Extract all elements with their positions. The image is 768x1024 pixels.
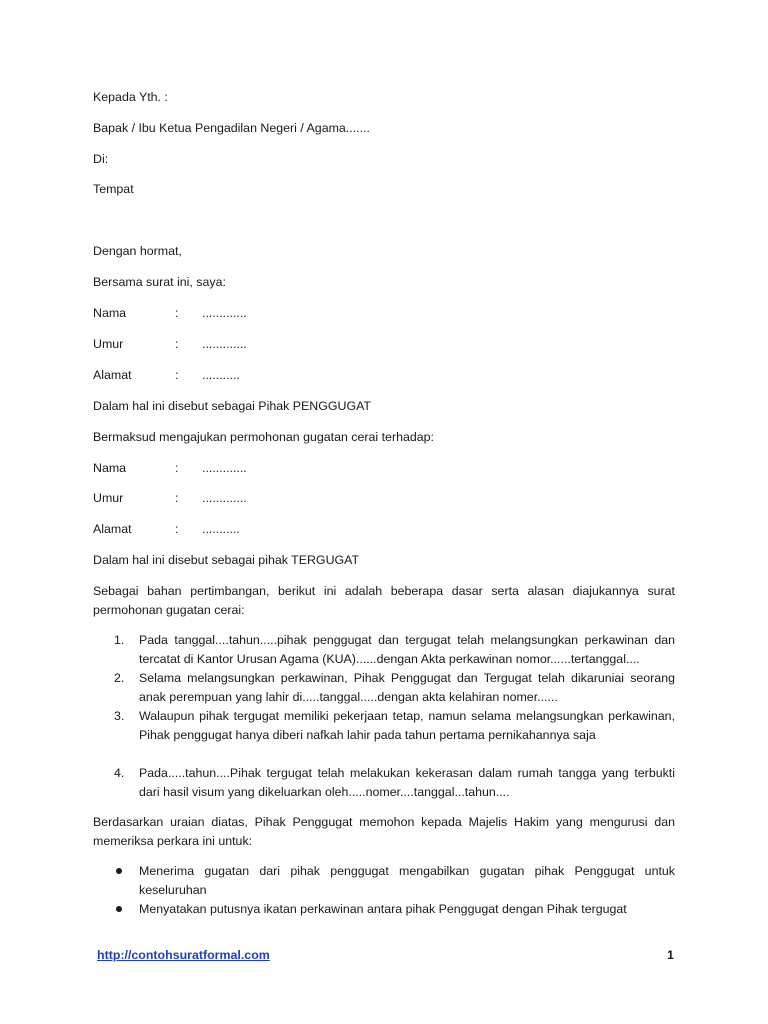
bullet-icon <box>116 868 122 874</box>
bullet-item: Menyatakan putusnya ikatan perkawinan antara pihak Penggugat dengan Pihak tergugat <box>139 902 627 916</box>
list-item: Pada tanggal....tahun.....pihak penggugat dan tergugat telah melangsungkan perkawinan dan tercatat di Kantor Urusan Agama (KUA)......dengan Akta perkawinan nomor......tertanggal.... <box>139 633 675 666</box>
request-intro: Berdasarkan uraian diatas, Pihak Penggugat memohon kepada Majelis Hakim yang mengurusi dan memeriksa perkara ini untuk: <box>93 815 675 848</box>
recipient-line: Bapak / Ibu Ketua Pengadilan Negeri / Agama....... <box>93 121 370 135</box>
field-label: Umur <box>93 337 124 351</box>
field-label: Alamat <box>93 368 132 382</box>
bullet-item: Menerima gugatan dari pihak penggugat mengabilkan gugatan pihak Penggugat untuk keseluruhan <box>139 864 675 897</box>
field-value: ............. <box>202 306 247 320</box>
field-label: Nama <box>93 461 127 475</box>
footer-link[interactable]: http://contohsuratformal.com <box>97 948 270 962</box>
field-value: ........... <box>202 522 240 536</box>
list-item: Walaupun pihak tergugat memiliki pekerjaan tetap, namun selama melangsungkan perkawinan, Pihak penggugat hanya diberi nafkah lahir pada tahun pertama pernikahannya saja <box>139 709 675 742</box>
list-item: Pada.....tahun....Pihak tergugat telah melakukan kekerasan dalam rumah tangga yang terbukti dari hasil visum yang dikeluarkan oleh.....nomer....tanggal...tahun.... <box>139 766 675 799</box>
intent-line: Bermaksud mengajukan permohonan gugatan cerai terhadap: <box>93 430 434 444</box>
field-colon: : <box>175 522 179 536</box>
field-label: Umur <box>93 491 124 505</box>
list-number: 1. <box>114 633 125 647</box>
list-number: 3. <box>114 709 125 723</box>
field-value: ............. <box>202 337 247 351</box>
greeting: Dengan hormat, <box>93 244 182 258</box>
at-line: Di: <box>93 152 109 166</box>
field-colon: : <box>175 368 179 382</box>
field-value: ........... <box>202 368 240 382</box>
list-number: 2. <box>114 671 125 685</box>
bullet-icon <box>116 906 122 912</box>
list-item: Selama melangsungkan perkawinan, Pihak Penggugat dan Tergugat telah dikaruniai seorang anak perempuan yang lahir di.....tanggal.....dengan akta kelahiran nomer...... <box>139 671 675 704</box>
plaintiff-designation: Dalam hal ini disebut sebagai Pihak PENGGUGAT <box>93 399 371 413</box>
list-number: 4. <box>114 766 125 780</box>
page-number: 1 <box>667 948 674 962</box>
field-label: Nama <box>93 306 127 320</box>
field-value: ............. <box>202 461 247 475</box>
place-line: Tempat <box>93 182 134 196</box>
field-label: Alamat <box>93 522 132 536</box>
field-colon: : <box>175 491 179 505</box>
field-colon: : <box>175 306 179 320</box>
field-colon: : <box>175 461 179 475</box>
reasons-intro: Sebagai bahan pertimbangan, berikut ini adalah beberapa dasar serta alasan diajukannya surat permohonan gugatan cerai: <box>93 584 675 617</box>
addressee-line: Kepada Yth. : <box>93 90 168 104</box>
defendant-designation: Dalam hal ini disebut sebagai pihak TERGUGAT <box>93 553 360 567</box>
intro-line: Bersama surat ini, saya: <box>93 275 226 289</box>
field-value: ............. <box>202 491 247 505</box>
field-colon: : <box>175 337 179 351</box>
